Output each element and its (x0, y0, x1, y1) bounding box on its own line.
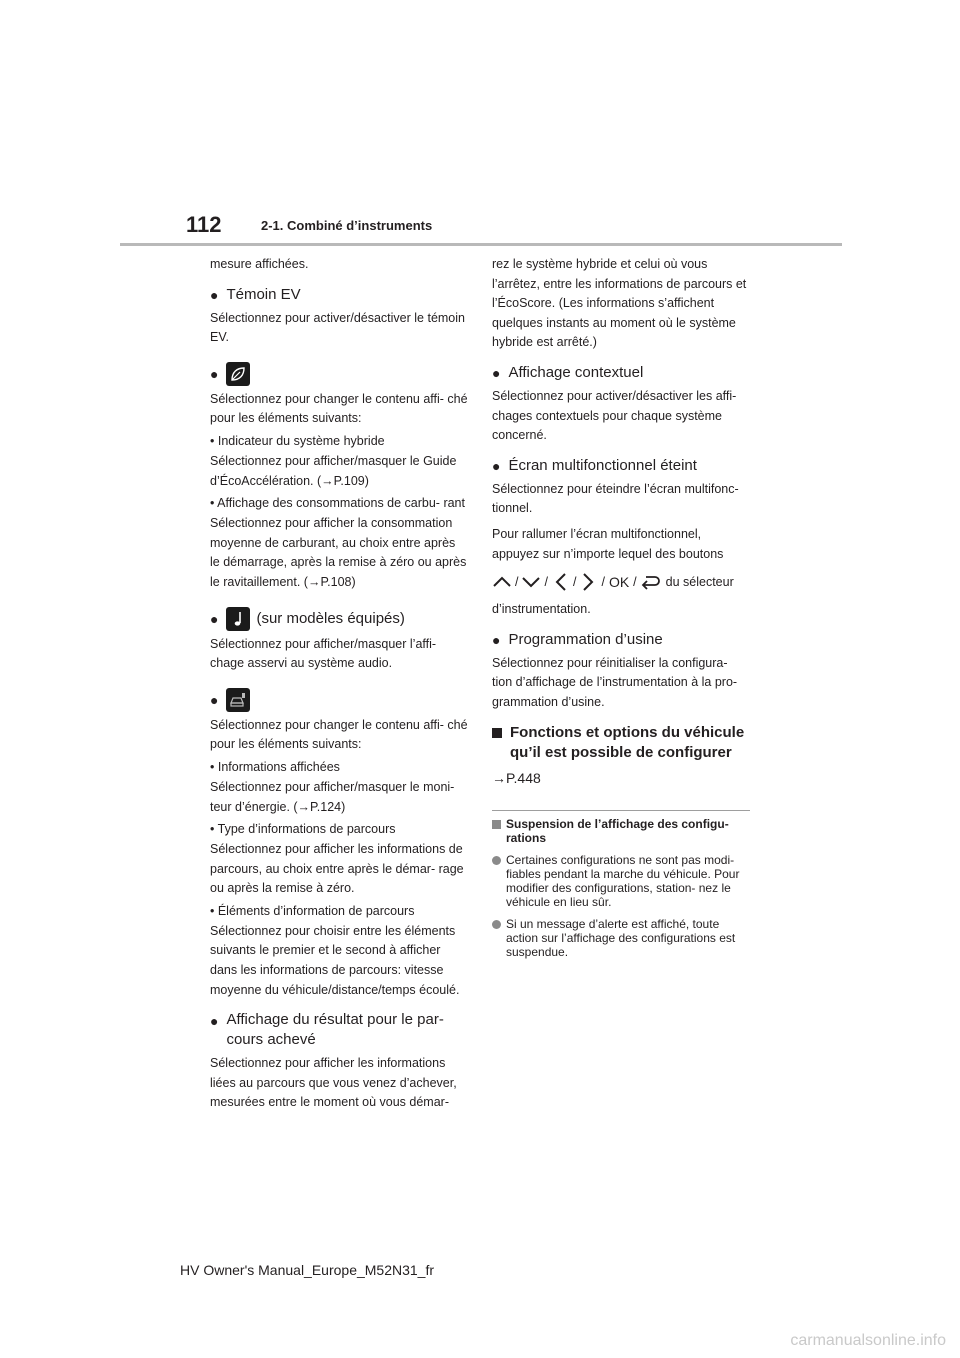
bullet-icon: ● (492, 364, 501, 381)
paragraph: rez le système hybride et celui où vous l’arrêtez, entre les informations de parcours et l’ÉcoScore. (Les informations s’affichent quelques instants au moment où le système hybride est arrêté.) (492, 257, 747, 350)
paragraph: Sélectionnez pour afficher/masquer le Guide d’ÉcoAccélération. (→P.109) (210, 453, 457, 488)
bullet-icon: ● (492, 631, 501, 648)
paragraph: Sélectionnez pour changer le contenu affi- ché pour les éléments suivants: (210, 717, 468, 752)
vehicle-setting-heading (210, 688, 468, 712)
heading-text: (sur modèles équipés) (256, 609, 405, 627)
bullet-icon: ● (492, 457, 501, 474)
paragraph: Sélectionnez pour changer le contenu affi- ché pour les éléments suivants: (210, 391, 468, 426)
bullet-icon: ● (210, 286, 219, 303)
leaf-icon (226, 362, 250, 386)
ok-button-label: OK (608, 574, 630, 591)
heading-text: Affichage contextuel (508, 363, 644, 381)
paragraph: Sélectionnez pour afficher les informations liées au parcours que vous venez d’achever, mesurées entre le moment où vous démar- (210, 1056, 457, 1110)
paragraph: Sélectionnez pour choisir entre les éléments suivants le premier et le second à afficher dans les informations de parcours: vitesse moyenne du véhicule/distance/temps écoulé. (210, 923, 460, 997)
meter-switch-buttons (492, 572, 750, 592)
square-bullet-icon (492, 728, 502, 738)
chevron-up-icon (492, 575, 512, 589)
paragraph: d’instrumentation. (492, 602, 591, 617)
heading-text: Fonctions et options du véhicule qu’il est possible de configurer (510, 723, 745, 761)
circle-bullet-icon (492, 920, 501, 929)
sub-bullet: • Éléments d’information de parcours (210, 903, 415, 918)
left-column (210, 255, 468, 1113)
back-icon (640, 574, 660, 590)
paragraph: Pour rallumer l’écran multifonctionnel, appuyez sur n’importe lequel des boutons (492, 526, 724, 561)
factory-reset-heading (492, 630, 750, 650)
popup-display-heading (492, 363, 750, 383)
bullet-icon: ● (210, 365, 219, 382)
circle-bullet-icon (492, 856, 501, 865)
leaf-setting-heading (210, 362, 468, 386)
note-text: Certaines configurations ne sont pas modi- fiables pendant la marche du véhicule. Pour modifier des configurations, station- nez le véhicule en lieu sûr. (506, 853, 740, 910)
bullet-icon: ● (210, 1013, 219, 1030)
screen-off-heading (492, 456, 750, 476)
music-note-icon (226, 607, 250, 631)
note-divider (492, 810, 750, 811)
bullet-icon: ● (210, 610, 219, 627)
heading-text: Témoin EV (226, 285, 301, 303)
chevron-left-icon (554, 572, 568, 592)
note-item (492, 917, 750, 959)
heading-text: Écran multifonctionnel éteint (508, 456, 697, 474)
paragraph: Sélectionnez pour activer/désactiver le témoin EV. (210, 310, 465, 345)
audio-setting-heading (210, 607, 468, 631)
button-row-suffix: du sélecteur (665, 575, 734, 590)
chevron-right-icon (581, 572, 595, 592)
ev-indicator-heading (210, 285, 468, 305)
sub-bullet: • Type d’informations de parcours (210, 822, 396, 837)
vehicle-info-icon (226, 688, 250, 712)
footer-text: HV Owner's Manual_Europe_M52N31_fr (180, 1262, 435, 1278)
watermark: carmanualsonline.info (790, 1332, 946, 1349)
sub-bullet: • Informations affichées (210, 759, 340, 774)
sub-bullet: • Affichage des consommations de carbu- rant (210, 496, 465, 511)
options-heading (492, 723, 750, 763)
separator: / (544, 575, 548, 590)
separator: / (515, 575, 519, 590)
trip-result-heading (210, 1010, 468, 1050)
note-item (492, 853, 750, 909)
chevron-down-icon (521, 575, 541, 589)
paragraph: mesure affichées. (210, 257, 309, 271)
separator: / (572, 575, 577, 590)
paragraph: Sélectionnez pour réinitialiser la configura- tion d’affichage de l’instrumentation à la pro- grammation d’usine. (492, 655, 738, 709)
header-divider (120, 243, 842, 246)
heading-text: Programmation d’usine (508, 630, 663, 648)
note-title: Suspension de l’affichage des configu- rations (506, 817, 729, 846)
section-title: 2-1. Combiné d’instruments (261, 218, 433, 233)
paragraph: Sélectionnez pour afficher/masquer l’affi- chage asservi au système audio. (210, 636, 437, 671)
paragraph: Sélectionnez pour éteindre l’écran multifonc- tionnel. (492, 481, 739, 516)
separator: / (601, 575, 605, 590)
sub-bullet: • Indicateur du système hybride (210, 433, 385, 448)
paragraph: Sélectionnez pour activer/désactiver les affi- chages contextuels pour chaque système concerné. (492, 388, 737, 443)
bullet-icon: ● (210, 691, 219, 708)
page-number: 112 (186, 212, 222, 237)
separator: / (633, 575, 637, 590)
paragraph: Sélectionnez pour afficher/masquer le moni- teur d’énergie. (→P.124) (210, 779, 455, 814)
page-reference-link[interactable]: →P.448 (492, 769, 541, 786)
right-column (492, 255, 750, 959)
note-text: Si un message d’alerte est affiché, toute action sur l’affichage des configurations est suspendue. (506, 917, 736, 960)
note-heading (492, 817, 750, 845)
paragraph: Sélectionnez pour afficher les informations de parcours, au choix entre après le démar- rage ou après la remise à zéro. (210, 842, 464, 896)
heading-text: Affichage du résultat pour le par- cours achevé (226, 1011, 444, 1049)
paragraph: Sélectionnez pour afficher la consommation moyenne de carburant, au choix entre après le démarrage, après la remise à zéro ou après le ravitaillement. (→P.108) (210, 516, 467, 589)
square-bullet-icon (492, 820, 501, 829)
